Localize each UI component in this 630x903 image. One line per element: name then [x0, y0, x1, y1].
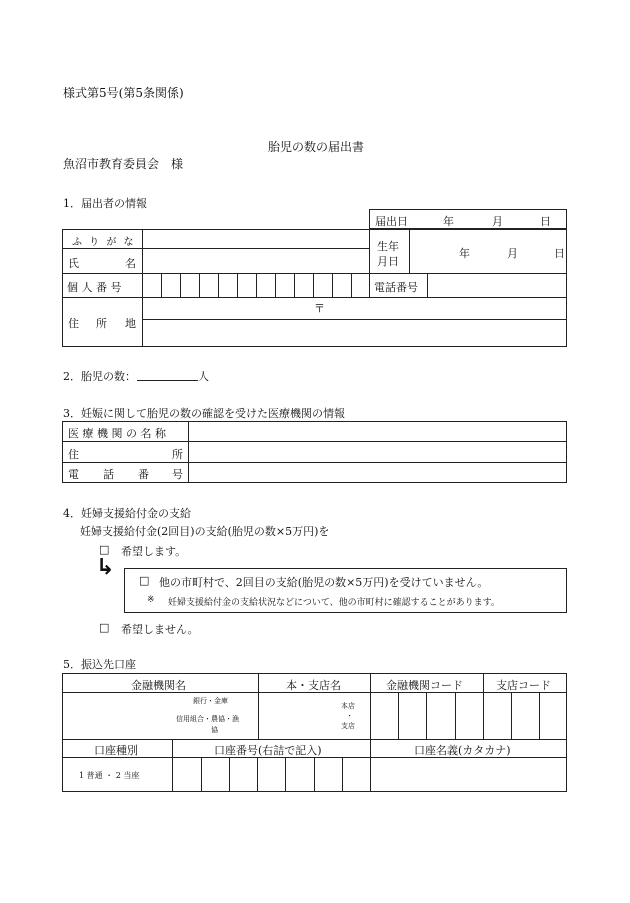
postal-mark: 〒: [314, 302, 325, 315]
individual-number-input[interactable]: [143, 274, 368, 296]
account-holder-input[interactable]: [371, 758, 566, 791]
phone-input[interactable]: [428, 274, 566, 296]
note-text: 妊婦支援給付金の支給状況などについて、他の市町村に確認することがあります。: [168, 598, 500, 608]
bank-types-line2: 信用組合・農協・漁: [176, 715, 239, 723]
birthdate-label-part1: 生年: [377, 240, 399, 253]
address-label-part1: 住: [68, 317, 79, 330]
addressee: 魚沼市教育委員会 様: [63, 157, 184, 171]
fetus-count-unit: 人: [198, 370, 209, 383]
section3-heading: 3．妊娠に関して胎児の数の確認を受けた医療機関の情報: [63, 407, 345, 420]
birthdate-label-part2: 月日: [377, 255, 399, 268]
institution-address-label-part2: 所: [172, 448, 183, 461]
branch-types-line1: 本店: [341, 702, 355, 710]
address-label-part2: 所: [96, 317, 107, 330]
address-input[interactable]: [143, 320, 566, 346]
postal-code-input[interactable]: [143, 298, 566, 318]
institution-name-input[interactable]: [189, 422, 566, 440]
branch-code-input[interactable]: [484, 693, 566, 738]
col-branch-code: 支店コード: [496, 679, 551, 692]
bank-types-line1: 銀行・金庫: [193, 697, 228, 705]
institution-phone-input[interactable]: [189, 463, 566, 482]
branch-name-input[interactable]: [259, 693, 327, 738]
option-wish-yes-label: 希望します。: [121, 545, 187, 558]
fetus-count-input[interactable]: [138, 366, 198, 380]
account-type-options[interactable]: 1 普通 ・ 2 当座: [79, 771, 140, 780]
col-account-type: 口座種別: [94, 744, 138, 757]
col-bank-code: 金融機関コード: [386, 679, 463, 692]
fetus-count-underline: [137, 380, 198, 381]
option-wish-no-label: 希望しません。: [121, 623, 199, 636]
branch-types-line3: 支店: [341, 722, 355, 730]
individual-number-label: 個 人 番 号: [67, 281, 122, 294]
date-month-label: 月: [492, 215, 503, 228]
date-day-label: 日: [540, 215, 551, 228]
furigana-input[interactable]: [143, 230, 368, 247]
checkbox-not-received[interactable]: □: [139, 574, 150, 587]
institution-address-label-part1: 住: [68, 448, 79, 461]
col-account-number: 口座番号(右詰で記入): [214, 744, 322, 757]
checkbox-wish-yes[interactable]: □: [99, 543, 110, 556]
form-number: 様式第5号(第5条関係): [63, 86, 184, 100]
phone-label: 電話番号: [374, 281, 418, 294]
institution-phone-label-2: 話: [103, 468, 114, 481]
furigana-label: ふ り が な: [72, 237, 136, 248]
name-input[interactable]: [143, 249, 368, 272]
bank-code-input[interactable]: [371, 693, 482, 738]
not-received-label: 他の市町村で、2回目の支給(胎児の数×5万円)を受けていません。: [159, 576, 489, 589]
section5-heading: 5．振込先口座: [63, 658, 136, 671]
section1-heading: 1．届出者の情報: [63, 197, 147, 210]
birth-year-label: 年: [459, 247, 470, 260]
address-label-part3: 地: [125, 317, 136, 330]
col-branch-name: 本・支店名: [286, 679, 341, 692]
date-year-label: 年: [443, 215, 454, 228]
institution-phone-label-4: 号: [172, 468, 183, 481]
bank-types-line3: 協: [211, 726, 218, 734]
section2-heading: 2．胎児の数：: [63, 370, 136, 383]
institution-name-label: 医 療 機 関 の 名 称: [68, 427, 166, 440]
name-label-part1: 氏: [68, 257, 79, 270]
bank-name-input[interactable]: [63, 693, 173, 738]
section4-description: 妊婦支援給付金(2回目)の支給(胎児の数×5万円)を: [80, 525, 330, 538]
institution-phone-label-1: 電: [68, 468, 79, 481]
note-mark: ※: [147, 595, 155, 605]
page-title: 胎児の数の届出書: [268, 140, 365, 154]
section4-heading: 4．妊婦支援給付金の支給: [63, 507, 191, 520]
col-account-name: 口座名義(カタカナ): [414, 744, 511, 757]
institution-address-input[interactable]: [189, 442, 566, 461]
birth-month-label: 月: [507, 247, 518, 260]
checkbox-wish-no[interactable]: □: [99, 621, 110, 634]
submission-date-label: 届出日: [375, 215, 408, 228]
arrow-icon: ↳: [96, 555, 115, 580]
account-number-input[interactable]: [173, 758, 369, 791]
name-label-part2: 名: [125, 257, 136, 270]
branch-types-line2: ・: [346, 712, 353, 720]
col-bank-name: 金融機関名: [131, 679, 186, 692]
birth-day-label: 日: [554, 247, 565, 260]
institution-phone-label-3: 番: [138, 468, 149, 481]
